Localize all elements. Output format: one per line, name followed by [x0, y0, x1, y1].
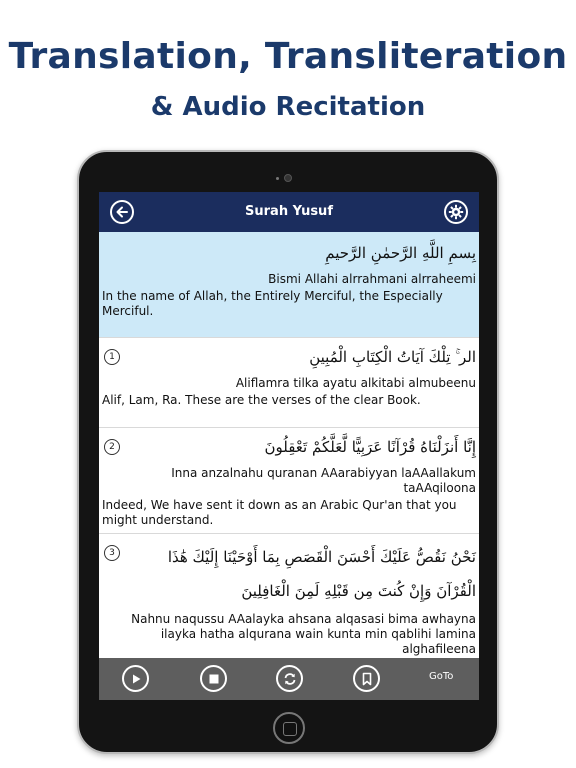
- gear-icon: [448, 204, 464, 220]
- verse-number: 3: [104, 545, 120, 561]
- stop-button[interactable]: [200, 665, 227, 692]
- verse-item-2[interactable]: [99, 428, 479, 534]
- verse-arabic: إِنَّا أَنزَلْنَاهُ قُرْآنًا عَرَبِيًّا لَّعَلَّكُمْ تَعْقِلُونَ: [264, 438, 476, 456]
- play-icon: [130, 673, 142, 685]
- verse-arabic: نَحْنُ نَقُصُّ عَلَيْكَ أَحْسَنَ الْقَصَصِ بِمَا أَوْحَيْنَا إِلَيْكَ هَٰذَا الْقُرْآنَ وَإِنْ كُنتَ مِن قَبْلِهِ لَمِنَ الْغَافِلِينَ: [167, 548, 476, 600]
- verse-list[interactable]: [99, 232, 479, 658]
- home-button[interactable]: [273, 712, 305, 744]
- playback-toolbar: [99, 658, 479, 700]
- verse-number: 2: [104, 439, 120, 455]
- verse-item-3[interactable]: [99, 534, 479, 658]
- sensor-dot: [276, 177, 279, 180]
- verse-transliteration: Nahnu naqussu AAalayka ahsana alqasasi bima awhayna ilayka hatha alqurana wain kunta min qablihi lamina alghafileena: [131, 612, 476, 656]
- tablet-frame: [77, 150, 499, 754]
- stop-icon: [208, 673, 220, 685]
- promo-subheadline: & Audio Recitation: [150, 92, 426, 122]
- page-title: Surah Yusuf: [245, 204, 333, 219]
- arrow-left-icon: [115, 205, 129, 219]
- front-camera: [284, 174, 292, 182]
- verse-item-1[interactable]: [99, 338, 479, 428]
- settings-button[interactable]: [444, 200, 468, 224]
- back-button[interactable]: [110, 200, 134, 224]
- verse-number: 1: [104, 349, 120, 365]
- repeat-icon: [283, 672, 297, 686]
- bismillah-verse[interactable]: [99, 232, 479, 338]
- repeat-button[interactable]: [276, 665, 303, 692]
- play-button[interactable]: [122, 665, 149, 692]
- bookmark-icon: [361, 672, 373, 686]
- verse-translation: Alif, Lam, Ra. These are the verses of the clear Book.: [102, 393, 421, 407]
- verse-transliteration: Inna anzalnahu quranan AAarabiyyan laAAallakum taAAqiloona: [171, 466, 476, 495]
- app-screen: [99, 192, 479, 700]
- verse-translation: Indeed, We have sent it down as an Arabic Qur'an that you might understand.: [102, 498, 457, 527]
- verse-transliteration: Bismi Allahi alrrahmani alrraheemi: [268, 272, 476, 286]
- bookmark-button[interactable]: [353, 665, 380, 692]
- verse-transliteration: Aliflamra tilka ayatu alkitabi almubeenu: [235, 376, 476, 390]
- navigation-bar: [99, 192, 479, 232]
- verse-arabic: الر ۚ تِلْكَ آيَاتُ الْكِتَابِ الْمُبِينِ: [309, 348, 476, 366]
- verse-arabic: بِسمِ اللَّهِ الرَّحمٰنِ الرَّحيمِ: [325, 244, 476, 262]
- goto-button[interactable]: GoTo: [429, 671, 454, 682]
- promo-headline: Translation, Transliteration: [8, 36, 568, 77]
- verse-translation: In the name of Allah, the Entirely Merciful, the Especially Merciful.: [102, 289, 443, 318]
